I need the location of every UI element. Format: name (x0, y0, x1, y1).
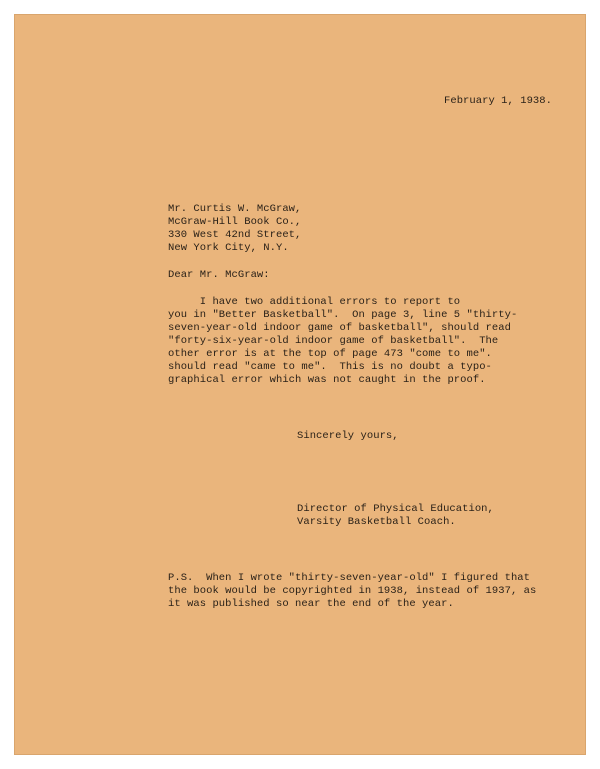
address-line: McGraw-Hill Book Co., (168, 216, 302, 228)
postscript-line: the book would be copyrighted in 1938, instead of 1937, as (168, 585, 537, 597)
body-line: other error is at the top of page 473 "come to me". (168, 348, 492, 360)
postscript-line: it was published so near the end of the year. (168, 598, 454, 610)
salutation: Dear Mr. McGraw: (168, 269, 270, 281)
address-line: Mr. Curtis W. McGraw, (168, 203, 302, 215)
body-line: seven-year-old indoor game of basketball", should read (168, 322, 511, 334)
letter-date: February 1, 1938. (444, 95, 552, 107)
body-line: "forty-six-year-old indoor game of basketball". The (168, 335, 499, 347)
signature-title: Director of Physical Education, (297, 503, 494, 515)
body-line: graphical error which was not caught in the proof. (168, 374, 486, 386)
signature-title: Varsity Basketball Coach. (297, 516, 456, 528)
body-line: you in "Better Basketball". On page 3, line 5 "thirty- (168, 309, 518, 321)
postscript-line: P.S. When I wrote "thirty-seven-year-old" I figured that (168, 572, 531, 584)
closing: Sincerely yours, (297, 430, 399, 442)
body-line: should read "came to me". This is no doubt a typo- (168, 361, 492, 373)
address-line: 330 West 42nd Street, (168, 229, 302, 241)
address-line: New York City, N.Y. (168, 242, 289, 254)
body-line: I have two additional errors to report to (168, 296, 461, 308)
letter-page (14, 14, 586, 755)
